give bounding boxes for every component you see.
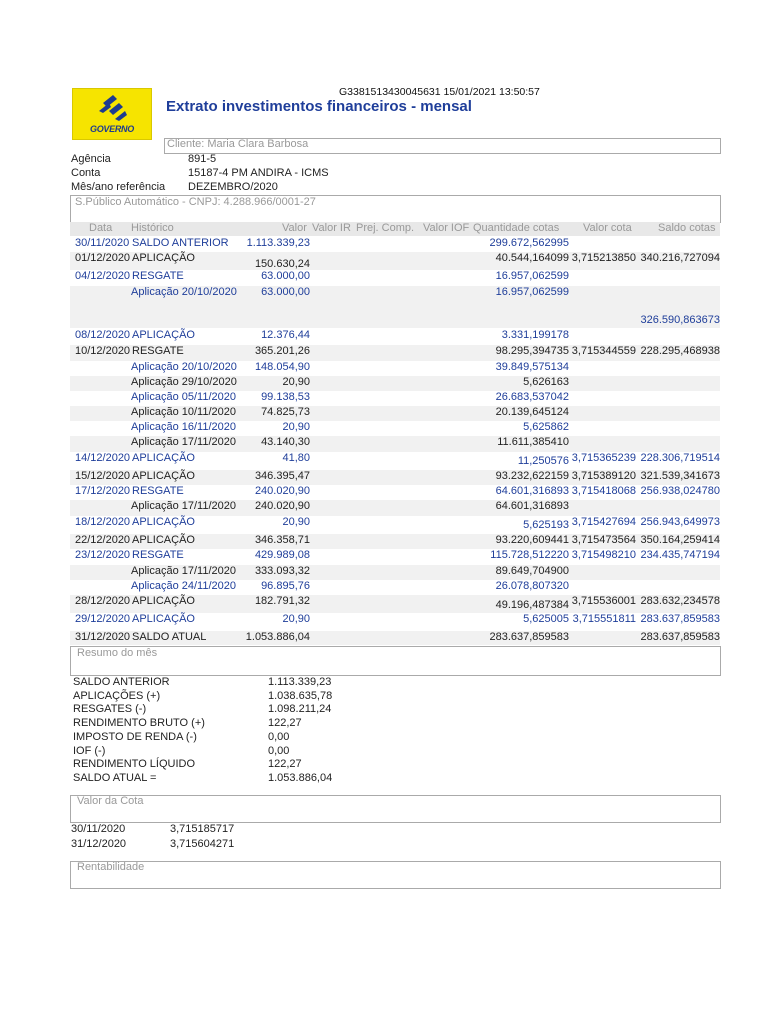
row-value: 63.000,00 [261, 270, 310, 282]
row-history: APLICAÇÃO [132, 534, 195, 546]
row-date: 08/12/2020 [75, 329, 131, 341]
row-value: 240.020,90 [254, 500, 310, 512]
row-quantity: 89.649,704900 [495, 565, 569, 577]
row-quota-value: 3,715473564 [571, 534, 636, 546]
row-history: Aplicação 17/11/2020 [131, 565, 236, 577]
summary-item-value: 122,27 [268, 717, 302, 730]
row-quantity: 98.295,394735 [495, 345, 569, 357]
summary-box [70, 646, 721, 676]
account-value: 15187-4 PM ANDIRA - ICMS [188, 167, 329, 179]
row-balance: 283.632,234578 [640, 595, 720, 607]
col-history: Histórico [131, 222, 174, 234]
row-history: RESGATE [132, 345, 184, 357]
row-quantity: 40.544,164099 [495, 252, 569, 264]
quota-value-1: 3,715185717 [170, 823, 235, 835]
row-history: APLICAÇÃO [132, 452, 195, 464]
row-value: 99.138,53 [261, 391, 310, 403]
row-history: APLICAÇÃO [132, 595, 195, 607]
row-history: APLICAÇÃO [132, 470, 195, 482]
summary-item-label: SALDO ATUAL = [73, 771, 157, 784]
row-date: 10/12/2020 [75, 345, 131, 357]
row-quantity: 20.139,645124 [495, 406, 569, 418]
page-title: Extrato investimentos financeiros - mensal [166, 98, 472, 115]
row-value: 148.054,90 [254, 361, 310, 373]
row-date: 30/11/2020 [75, 237, 130, 249]
summary-item-value: 1.098.211,24 [268, 703, 332, 716]
quota-value-2: 3,715604271 [170, 838, 235, 850]
row-balance: 256.943,649973 [640, 516, 720, 528]
row-quantity: 5,626163 [523, 376, 569, 388]
row-balance: 350.164,259414 [640, 534, 720, 546]
row-quantity: 299.672,562995 [489, 237, 569, 249]
row-value: 150.630,24 [254, 258, 310, 270]
row-history: RESGATE [132, 270, 184, 282]
row-value: 20,90 [282, 421, 310, 433]
col-iof: Valor IOF [423, 222, 470, 234]
row-history: Aplicação 29/10/2020 [131, 376, 237, 388]
row-value: 333.093,32 [254, 565, 310, 577]
col-qtd: Quantidade cotas [473, 222, 560, 234]
summary-item-label: RENDIMENTO BRUTO (+) [73, 717, 205, 730]
summary-item-label: IMPOSTO DE RENDA (-) [73, 730, 197, 743]
row-quantity: 283.637,859583 [489, 631, 569, 643]
row-history: RESGATE [132, 549, 184, 561]
row-quota-value: 3,715498210 [571, 549, 636, 561]
row-balance: 256.938,024780 [640, 485, 720, 497]
row-history: Aplicação 10/11/2020 [131, 406, 236, 418]
summary-item-label: RESGATES (-) [73, 703, 147, 716]
summary-item-value: 1.053.886,04 [268, 771, 333, 784]
row-quota-value: 3,715344559 [571, 345, 636, 357]
quota-date-2: 31/12/2020 [71, 838, 127, 850]
row-date: 18/12/2020 [75, 516, 131, 528]
row-quantity: 93.232,622159 [495, 470, 569, 482]
col-prej: Prej. Comp. [356, 222, 415, 234]
row-value: 41,80 [282, 452, 310, 464]
col-date: Data [89, 222, 113, 234]
row-quota-value: 3,715427694 [571, 516, 636, 528]
quota-box [70, 795, 721, 823]
row-balance: 234.435,747194 [640, 549, 720, 561]
row-date: 15/12/2020 [75, 470, 131, 482]
row-value: 429.989,08 [254, 549, 310, 561]
fund-name: S.Público Automático - CNPJ: 4.288.966/0001-27 [75, 196, 316, 208]
row-history: APLICAÇÃO [132, 516, 195, 528]
row-quota-value: 3,715213850 [571, 252, 636, 264]
row-quantity: 64.601,316893 [495, 485, 569, 497]
row-quantity: 16.957,062599 [495, 286, 569, 298]
row-value: 1.053.886,04 [245, 631, 310, 643]
row-quota-value: 3,715536001 [571, 595, 636, 607]
row-quota-value: 3,715551811 [572, 613, 636, 625]
row-quantity: 26.078,807320 [495, 580, 569, 592]
row-quantity: 5,625005 [523, 613, 569, 625]
row-value: 20,90 [282, 376, 310, 388]
row-history: Aplicação 17/11/2020 [131, 436, 236, 448]
row-date: 29/12/2020 [75, 613, 131, 625]
row-balance: 283.637,859583 [640, 613, 720, 625]
row-value: 240.020,90 [254, 485, 310, 497]
row-history: SALDO ATUAL [132, 631, 207, 643]
agency-label: Agência [71, 153, 111, 165]
row-value: 96.895,76 [261, 580, 310, 592]
row-quantity: 93.220,609441 [495, 534, 569, 546]
summary-item-value: 1.038.635,78 [268, 689, 333, 702]
row-quantity: 11,250576 [517, 455, 569, 467]
summary-item-value: 122,27 [268, 758, 302, 771]
row-value: 346.358,71 [254, 534, 310, 546]
row-date: 28/12/2020 [75, 595, 131, 607]
row-history: Aplicação 24/11/2020 [131, 580, 236, 592]
summary-item-label: APLICAÇÕES (+) [73, 689, 161, 702]
row-quantity: 26.683,537042 [495, 391, 569, 403]
row-date: 04/12/2020 [75, 270, 131, 282]
quota-date-1: 30/11/2020 [71, 823, 126, 835]
summary-item-label: IOF (-) [73, 744, 106, 757]
col-cota: Valor cota [583, 222, 632, 234]
row-history: SALDO ANTERIOR [132, 237, 229, 249]
row-date: 01/12/2020 [75, 252, 131, 264]
row-quantity: 5,625862 [523, 421, 569, 433]
row-quota-value: 3,715389120 [571, 470, 636, 482]
row-balance: 283.637,859583 [640, 631, 720, 643]
row-balance: 321.539,341673 [640, 470, 720, 482]
summary-item-value: 0,00 [268, 730, 290, 743]
row-quantity: 39.849,575134 [495, 361, 569, 373]
row-history: Aplicação 16/11/2020 [131, 421, 236, 433]
row-date: 17/12/2020 [75, 485, 131, 497]
row-quota-value: 3,715418068 [571, 485, 636, 497]
row-balance: 326.590,863673 [640, 314, 720, 326]
row-history: Aplicação 20/10/2020 [131, 361, 237, 373]
row-quantity: 3.331,199178 [501, 329, 569, 341]
row-date: 31/12/2020 [75, 631, 131, 643]
row-value: 1.113.339,23 [246, 237, 310, 249]
row-value: 182.791,32 [254, 595, 310, 607]
row-date: 23/12/2020 [75, 549, 131, 561]
bank-logo [72, 88, 152, 140]
summary-item-value: 0,00 [268, 744, 290, 757]
row-value: 20,90 [282, 516, 310, 528]
row-quantity: 115.728,512220 [490, 549, 569, 561]
col-ir: Valor IR [312, 222, 351, 234]
row-value: 12.376,44 [261, 329, 310, 341]
col-value: Valor [282, 222, 307, 234]
client-label: Cliente: Maria Clara Barbosa [167, 138, 309, 150]
row-balance: 340.216,727094 [640, 252, 720, 264]
row-history: APLICAÇÃO [132, 252, 195, 264]
row-history: Aplicação 17/11/2020 [131, 500, 236, 512]
summary-item-label: RENDIMENTO LÍQUIDO [73, 758, 196, 771]
summary-item-value: 1.113.339,23 [268, 676, 332, 688]
row-history: APLICAÇÃO [132, 613, 195, 625]
row-value: 43.140,30 [261, 436, 310, 448]
row-value: 346.395,47 [254, 470, 310, 482]
row-value: 20,90 [282, 613, 310, 625]
row-quantity: 11.611,385410 [497, 436, 569, 448]
row-quantity: 64.601,316893 [495, 500, 569, 512]
row-date: 14/12/2020 [75, 452, 131, 464]
logo-text: GOVERNO [90, 124, 134, 134]
row-balance: 228.306,719514 [640, 452, 720, 464]
document-id: G3381513430045631 15/01/2021 13:50:57 [339, 86, 540, 98]
row-value: 74.825,73 [261, 406, 310, 418]
col-saldo: Saldo cotas [658, 222, 716, 234]
row-value: 365.201,26 [254, 345, 310, 357]
row-quota-value: 3,715365239 [571, 452, 636, 464]
row-quantity: 49.196,487384 [495, 599, 569, 611]
rentabilidade-box [70, 861, 721, 889]
period-value: DEZEMBRO/2020 [188, 181, 278, 193]
row-quantity: 16.957,062599 [495, 270, 569, 282]
row-date: 22/12/2020 [75, 534, 131, 546]
row-quantity: 5,625193 [523, 519, 569, 531]
summary-label: Resumo do mês [77, 647, 158, 659]
row-value: 63.000,00 [261, 286, 310, 298]
row-history: APLICAÇÃO [132, 329, 195, 341]
period-label: Mês/ano referência [71, 181, 166, 193]
account-label: Conta [71, 167, 101, 179]
row-history: RESGATE [132, 485, 184, 497]
summary-item-label: SALDO ANTERIOR [73, 676, 170, 688]
rentabilidade-label: Rentabilidade [77, 861, 145, 873]
row-history: Aplicação 20/10/2020 [131, 286, 237, 298]
row-balance: 228.295,468938 [640, 345, 720, 357]
row-history: Aplicação 05/11/2020 [131, 391, 236, 403]
quota-label: Valor da Cota [77, 795, 144, 807]
agency-value: 891-5 [188, 153, 217, 165]
